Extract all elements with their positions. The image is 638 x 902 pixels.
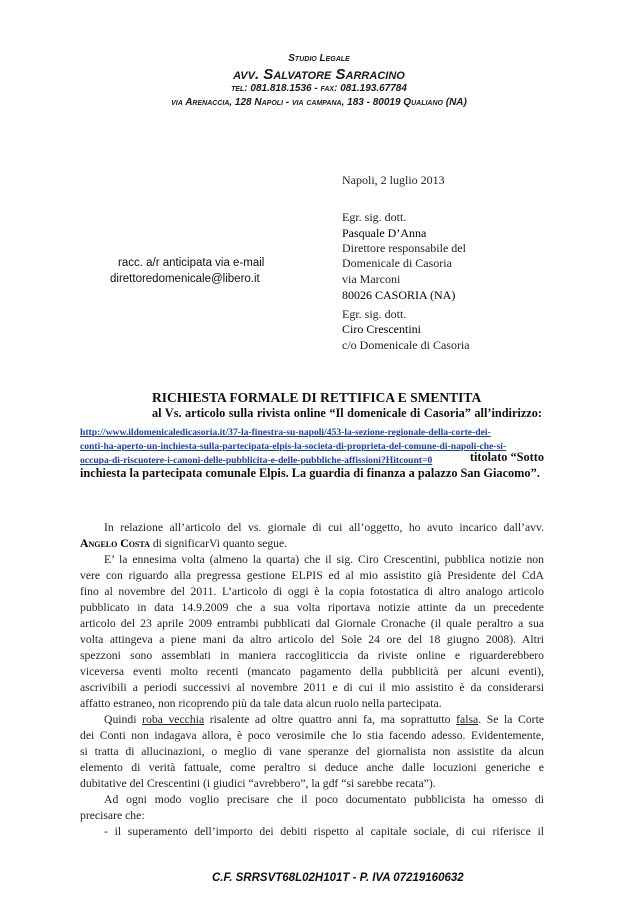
subject-title: RICHIESTA FORMALE DI RETTIFICA E SMENTITA bbox=[152, 390, 482, 405]
body-text-line: si tratta di allucinazioni, o meglio di vane speranze del giornalista non assistite da alcun bbox=[80, 745, 544, 758]
subject-article-title: inchiesta la partecipata comunale Elpis. La guardia di finanza a palazzo San Giacomo”. bbox=[80, 466, 540, 480]
body-text-line: articolo del 23 aprile 2009 entrambi pubblicati dal Giornale Cronache (il quale peraltro a sua bbox=[80, 617, 544, 630]
letterhead-studio: Studio Legale bbox=[288, 53, 350, 64]
body-text-line: volta attingeva a piene mani da altro articolo del Sole 24 ore del 18 giugno 2008). Altri bbox=[80, 633, 544, 646]
delivery-email: direttoredomenicale@libero.it bbox=[110, 273, 260, 285]
body-text-line: E’ la ennesima volta (almeno la quarta) che il sig. Ciro Crescentini, pubblica notizie non bbox=[104, 553, 544, 566]
body-text-line: affatto estraneo, non ricoprendo più da tale data alcun ruolo nella partecipata. bbox=[80, 697, 442, 710]
body-text-line: Quindi roba vecchia risalente ad oltre quattro anni fa, ma soprattutto falsa. Se la Corte bbox=[104, 713, 545, 726]
letterhead-lawyer: avv. Salvatore Sarracino bbox=[233, 66, 405, 83]
body-text-line: - il superamento dell’importo dei debiti rispetto al capitale sociale, di cui riferisce il bbox=[104, 825, 544, 838]
body-text-line: precisare che: bbox=[80, 809, 145, 822]
recipient-street: via Marconi bbox=[342, 272, 401, 286]
letterhead-address: via Arenaccia, 128 Napoli - via campana, 183 - 80019 Qualiano (NA) bbox=[171, 97, 467, 108]
recipient-org: Domenicale di Casoria bbox=[342, 256, 452, 270]
underlined-phrase: roba vecchia bbox=[142, 713, 205, 726]
letter-date: Napoli, 2 luglio 2013 bbox=[342, 173, 445, 187]
body-text-line: ascrivibili a periodi successivi al novembre 2011 e di cui il mio assistito è da considerarsi bbox=[80, 681, 544, 694]
subject-line: al Vs. articolo sulla rivista online “Il domenicale di Casoria” all’indirizzo: bbox=[152, 406, 542, 420]
recipient-name: Pasquale D’Anna bbox=[342, 226, 427, 240]
delivery-method: racc. a/r anticipata via e-mail bbox=[118, 257, 265, 269]
recipient-salutation: Egr. sig. dott. bbox=[342, 210, 407, 224]
article-link[interactable]: http://www.ildomenicaledicasoria.it/37-la-finestra-su-napoli/453-la-sezione-regionale-della-corte-dei- bbox=[80, 427, 491, 438]
footer-tax-ids: C.F. SRRSVT68L02H101T - P. IVA 07219160632 bbox=[212, 872, 464, 884]
body-text-line: dubitative del Crescentini (i giudici “avrebbero”, la gdf “si sarebbe recata”). bbox=[80, 777, 436, 790]
body-text-line: Ad ogni modo voglio precisare che il poco documentato pubblicista ha omesso di bbox=[104, 793, 544, 806]
article-link[interactable]: conti-ha-aperto-un-inchiesta-sulla-partecipata-elpis-la-societa-di-proprieta-del-comune-di-napoli-che-si- bbox=[80, 441, 507, 452]
recipient-name: Ciro Crescentini bbox=[342, 322, 421, 336]
article-link[interactable]: occupa-di-riscuotere-i-canoni-delle-pubblicita-e-delle-pubbliche-affissioni?Hitcount=0 bbox=[80, 455, 433, 466]
body-text-line: Angelo Costa di significarVi quanto segue. bbox=[80, 537, 288, 550]
client-name: Angelo Costa bbox=[80, 537, 150, 550]
body-text-line: viceversa eventi molto recenti (mancato pagamento della pubblicità per alcuni eventi), bbox=[80, 665, 544, 678]
body-text-line: vere con riguardo alla pregressa gestione ELPIS ed al mio assistito già Presidente del CdA bbox=[80, 569, 544, 582]
underlined-word: falsa bbox=[456, 713, 479, 726]
body-text-line: dei Conti non indagava allora, è poco verosimile che lo stia facendo adesso. Evidentemente, bbox=[80, 729, 544, 742]
recipient-org: c/o Domenicale di Casoria bbox=[342, 338, 470, 352]
subject-titled: titolato “Sotto bbox=[469, 450, 544, 464]
body-text-line: pubblicato in data 14.9.2009 che a sua volta riportava notizie attinte da un precedente bbox=[80, 601, 544, 614]
body-text-line: In relazione all’articolo del vs. giornale di cui all’oggetto, ho avuto incarico dall’avv. bbox=[104, 521, 544, 534]
body-text-line: elemento di verità fattuale, come peraltro si deduce anche dalle locuzioni generiche e bbox=[80, 761, 544, 774]
letterhead-phone: tel: 081.818.1536 - fax: 081.193.67784 bbox=[231, 83, 407, 94]
body-text-line: fino al novembre del 2011. L’articolo di oggi è la copia fotostatica di altro analogo articolo bbox=[80, 585, 544, 598]
recipient-city: 80026 CASORIA (NA) bbox=[342, 288, 456, 302]
recipient-role: Direttore responsabile del bbox=[342, 241, 466, 255]
body-text-line: spezzoni sono assemblati in maniera raccogliticcia da riviste online e riguarderebbero bbox=[80, 649, 544, 662]
recipient-salutation: Egr. sig. dott. bbox=[342, 307, 407, 321]
